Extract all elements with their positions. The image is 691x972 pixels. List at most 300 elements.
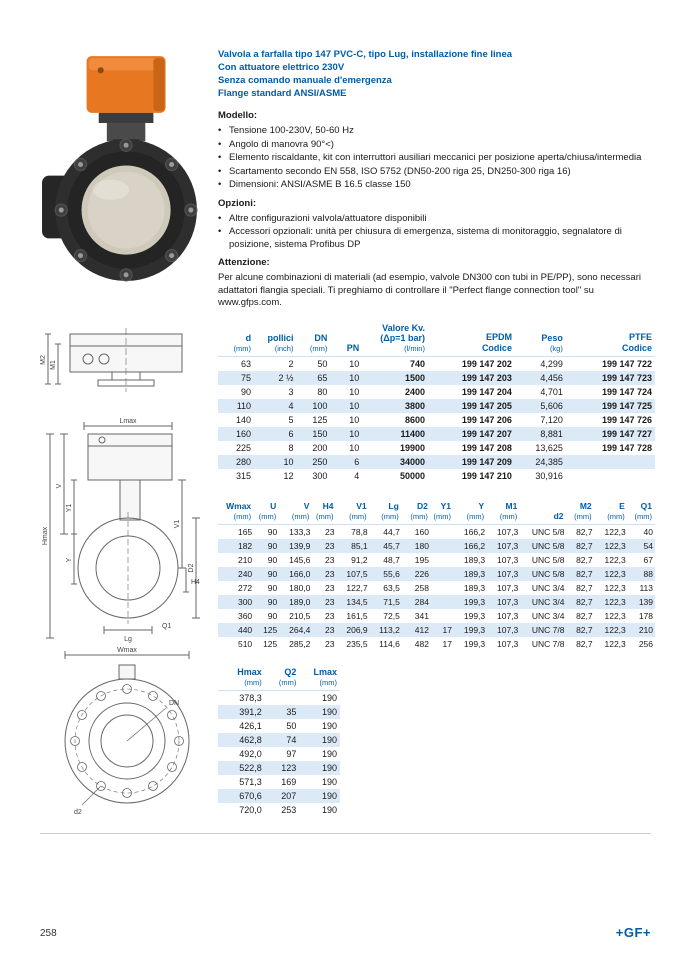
table-cell: 199 147 724 — [601, 386, 652, 397]
table-cell: 10 — [349, 358, 360, 369]
table-cell: 90 — [254, 567, 279, 581]
table-cell: 740 — [409, 358, 425, 369]
column-header: Y1 (mm) — [431, 501, 454, 525]
title-line-manual: Senza comando manuale d'emergenza — [218, 75, 392, 86]
column-header: Y (mm) — [454, 501, 487, 525]
table-cell: 13,625 — [535, 442, 563, 453]
table-cell: 139,9 — [279, 539, 312, 553]
bullet-dot: • — [218, 226, 222, 237]
table-cell: 23 — [325, 610, 335, 621]
table-cell: 195 — [414, 554, 429, 565]
table-cell: 165 — [237, 526, 253, 537]
table-cell — [566, 469, 655, 483]
table-cell: 63,5 — [383, 582, 400, 593]
table-row — [218, 441, 655, 455]
table-cell: 190 — [321, 776, 337, 787]
table-cell: 145,6 — [289, 554, 311, 565]
table-cell: 91,2 — [351, 554, 368, 565]
table-cell: 207 — [265, 789, 300, 803]
table-cell: 8,881 — [515, 427, 566, 441]
table-cell: 23 — [325, 526, 335, 537]
bullet-dot: • — [218, 125, 222, 136]
dim-label-v: V — [56, 483, 63, 489]
kv-code-table — [218, 323, 655, 484]
table-row — [218, 803, 340, 817]
table-cell: 1500 — [362, 371, 428, 385]
table-cell: 107,3 — [487, 595, 520, 609]
table-row — [218, 609, 655, 623]
table-cell: 189,0 — [279, 595, 312, 609]
table-cell: 55,6 — [370, 567, 402, 581]
table-cell: 180 — [402, 539, 431, 553]
table-cell: 11400 — [362, 427, 428, 441]
column-header: Valore Kv. (Δp=1 bar) (l/min) — [362, 323, 428, 357]
table-cell: UNC 7/8 — [531, 638, 565, 649]
table-cell: 199 147 210 — [461, 470, 512, 481]
table-cell: 10 — [349, 386, 360, 397]
table-cell: 113 — [639, 582, 653, 593]
table-cell — [265, 691, 300, 706]
table-cell: 2 — [288, 358, 294, 369]
table-cell: 391,2 — [218, 705, 265, 719]
table-cell: 199 147 722 — [601, 358, 652, 369]
table-cell: UNC 3/4 — [531, 610, 565, 621]
table-cell: 65 — [296, 371, 330, 385]
dim-label-dn: DN — [169, 700, 180, 707]
table-cell: 8600 — [404, 414, 425, 425]
table-cell: 10 — [349, 442, 360, 453]
title-block — [218, 48, 655, 100]
table-cell: 107,3 — [497, 638, 519, 649]
table-cell — [431, 595, 454, 609]
table-cell: 90 — [254, 539, 279, 553]
table-cell — [431, 567, 454, 581]
table-cell: 190 — [321, 804, 337, 815]
column-header: E (mm) — [595, 501, 628, 525]
table-cell: 125 — [312, 414, 328, 425]
bullet-text: Accessori opzionali: unità per chiusura di emergenza, sistema di monitoraggio, segnalatore di posizione, sistema Profibus DP — [229, 226, 622, 250]
column-header: D2 (mm) — [402, 501, 431, 525]
table-cell: 122,7 — [346, 582, 368, 593]
table-row — [218, 399, 655, 413]
modello-bullet-list — [218, 125, 655, 192]
table-cell: 35 — [265, 705, 300, 719]
bullet-item — [218, 226, 655, 251]
table-cell: 300 — [312, 470, 328, 481]
table-cell: 122,3 — [595, 595, 628, 609]
table-cell: 670,6 — [218, 789, 265, 803]
table-cell: 199 147 208 — [461, 442, 512, 453]
table-cell: 30,916 — [535, 470, 563, 481]
product-photo — [40, 46, 202, 284]
table-row — [218, 637, 655, 651]
table-cell: 225 — [236, 442, 252, 453]
table-row — [218, 469, 655, 483]
table-header-row — [218, 667, 340, 691]
table-cell: 125 — [263, 638, 278, 649]
table-cell: 426,1 — [239, 720, 262, 731]
table-cell: 189,3 — [454, 567, 487, 581]
table-cell: 140 — [236, 414, 252, 425]
table-cell: 82,7 — [576, 526, 593, 537]
table-row — [218, 427, 655, 441]
table-cell: 210 — [628, 623, 655, 637]
table-header-row — [218, 501, 655, 525]
table-cell: 240 — [218, 567, 254, 581]
table-cell: 122,3 — [604, 582, 626, 593]
table-cell: 82,7 — [567, 623, 595, 637]
table-cell: 75 — [218, 371, 254, 385]
dim-label-d2: D2 — [188, 563, 195, 573]
table-cell: 492,0 — [239, 748, 262, 759]
table-cell: 122,3 — [604, 554, 626, 565]
table-cell — [431, 539, 454, 553]
table-cell: 71,5 — [370, 595, 402, 609]
table-row — [218, 581, 655, 595]
table-cell: 107,3 — [497, 554, 519, 565]
table-cell: 67 — [643, 554, 653, 565]
table-cell: 97 — [286, 748, 297, 759]
table-cell: 160 — [414, 526, 429, 537]
table-cell: 3800 — [362, 399, 428, 413]
table-cell: 122,3 — [595, 567, 628, 581]
table-cell: 189,3 — [463, 554, 486, 565]
column-header: Hmax (mm) — [218, 667, 265, 691]
table-cell — [431, 553, 454, 567]
table-cell: 378,3 — [239, 692, 262, 703]
table-cell: 122,3 — [595, 539, 628, 553]
bullet-dot: • — [218, 138, 222, 150]
dim-label-v1: V1 — [174, 519, 181, 529]
table-cell: 315 — [236, 470, 252, 481]
bullet-item — [218, 213, 655, 226]
section-title-modello: Modello: — [218, 110, 258, 121]
dim-label-d2-flange: d2 — [74, 809, 82, 816]
table-cell: 48,7 — [383, 554, 400, 565]
table-cell: 133,3 — [289, 526, 311, 537]
gf-brand-logo: +GF+ — [615, 925, 651, 940]
page-title: Valvola a farfalla tipo 147 PVC-C, tipo Lug, installazione fine linea — [218, 49, 513, 60]
bullet-text: Scartamento secondo EN 558, ISO 5752 (DN50-200 riga 25, DN250-300 riga 16) — [229, 165, 571, 177]
table-cell: 23 — [312, 539, 336, 553]
table-cell: 199 147 727 — [566, 427, 655, 441]
table-cell: 72,5 — [383, 610, 400, 621]
opzioni-bullet-list — [218, 213, 655, 252]
table-cell: UNC 5/8 — [520, 567, 566, 581]
table-cell: 110 — [218, 399, 254, 413]
table-cell: 199 147 203 — [428, 371, 515, 385]
table-cell: 284 — [402, 595, 431, 609]
table-cell: 235,5 — [346, 638, 368, 649]
table-row — [218, 775, 340, 789]
table-cell: 206,9 — [337, 623, 370, 637]
table-cell: 190 — [321, 748, 337, 759]
bullet-item — [218, 179, 655, 192]
column-header: d (mm) — [218, 323, 254, 357]
table-cell: 23 — [325, 554, 335, 565]
table-cell: 10 — [254, 455, 296, 469]
table-cell: 178 — [638, 610, 653, 621]
table-cell: 90 — [254, 595, 279, 609]
table-cell: 300 — [218, 595, 254, 609]
bullet-text: Altre configurazioni valvola/attuatore disponibili — [229, 212, 427, 224]
dim-label-m2: M2 — [40, 355, 47, 365]
table-cell: 45,7 — [370, 539, 402, 553]
table-row — [218, 413, 655, 427]
table-cell: 258 — [414, 582, 429, 593]
table-cell: 82,7 — [567, 567, 595, 581]
table-cell: 3 — [288, 386, 294, 397]
column-header: PN — [330, 323, 362, 357]
table-cell: 6 — [330, 455, 362, 469]
table-cell: 199 147 202 — [461, 358, 512, 369]
table-cell: 10 — [330, 399, 362, 413]
table-cell: 571,3 — [239, 776, 262, 787]
bullet-dot: • — [218, 152, 222, 163]
table-cell: 161,5 — [346, 610, 368, 621]
table-cell: 10 — [330, 371, 362, 385]
table-cell: 166,2 — [463, 526, 486, 537]
table-cell: 90 — [241, 386, 252, 397]
table-cell: 4,701 — [540, 386, 563, 397]
table-cell: 90 — [267, 526, 278, 537]
table-cell: 462,8 — [218, 733, 265, 747]
table-cell: 180,0 — [289, 582, 311, 593]
table-cell: 199 147 728 — [601, 442, 652, 453]
table-cell: 23 — [325, 582, 335, 593]
table-cell: 7,120 — [540, 414, 563, 425]
table-cell: 122,3 — [604, 610, 626, 621]
bullet-text: Elemento riscaldante, kit con interruttori ausiliari meccanici per posizione aperta/chiusa/intermedia — [229, 152, 642, 163]
table-cell: 122,3 — [604, 526, 626, 537]
table-cell: 88 — [628, 567, 655, 581]
bullet-item — [218, 166, 655, 179]
table-cell: 125 — [254, 623, 279, 637]
table-cell: 190 — [299, 761, 340, 775]
table-cell: 199 147 205 — [428, 399, 515, 413]
column-header: Wmax (mm) — [218, 501, 254, 525]
table-cell — [431, 581, 454, 595]
dim-label-y: Y — [66, 557, 73, 563]
table-cell: 280 — [218, 455, 254, 469]
dim-label-m1: M1 — [50, 360, 57, 370]
table-cell: 107,3 — [497, 582, 519, 593]
technical-drawing-valve-side — [40, 416, 205, 649]
table-cell: 199 147 204 — [461, 386, 512, 397]
table-cell: 24,385 — [515, 455, 566, 469]
table-cell: 2 ½ — [254, 371, 296, 385]
bullet-text: Tensione 100-230V, 50-60 Hz — [229, 125, 354, 136]
table-row — [218, 747, 340, 761]
table-cell: 199 147 206 — [461, 414, 512, 425]
table-cell: 63 — [241, 358, 252, 369]
table-row — [218, 691, 340, 706]
table-cell: 10 — [330, 427, 362, 441]
table-cell: 107,3 — [487, 623, 520, 637]
table-cell: 80 — [317, 386, 328, 397]
table-row — [218, 567, 655, 581]
column-header: Peso (kg) — [515, 323, 566, 357]
table-row — [218, 595, 655, 609]
table-cell: 150 — [296, 427, 330, 441]
table-cell: 199,3 — [454, 623, 487, 637]
table-row — [218, 385, 655, 399]
butterfly-valve-with-actuator-image — [40, 46, 202, 284]
column-header: M1 (mm) — [487, 501, 520, 525]
table-cell: 199 147 209 — [428, 455, 515, 469]
column-header: d2 — [520, 501, 566, 525]
table-cell: 139 — [628, 595, 655, 609]
column-header: EPDM Codice — [428, 323, 515, 357]
page-number: 258 — [40, 928, 57, 939]
table-cell: 90 — [267, 610, 278, 621]
table-row — [218, 357, 655, 372]
table-cell: 50000 — [399, 470, 425, 481]
footer-divider — [40, 833, 651, 834]
table-cell: 40 — [643, 526, 653, 537]
table-cell: 44,7 — [383, 526, 400, 537]
table-row — [218, 733, 340, 747]
table-cell: 190 — [299, 705, 340, 719]
table-cell: 182 — [218, 539, 254, 553]
table-cell: 6 — [254, 427, 296, 441]
table-cell: 285,2 — [289, 638, 311, 649]
table-cell: UNC 3/4 — [520, 595, 566, 609]
table-cell: 250 — [296, 455, 330, 469]
table-cell: 4 — [254, 399, 296, 413]
content-column — [218, 48, 655, 817]
table-cell: 100 — [296, 399, 330, 413]
technical-drawing-flange-front — [42, 645, 207, 825]
table-cell: 190 — [321, 692, 337, 703]
table-cell: UNC 5/8 — [520, 539, 566, 553]
column-header: Q2 (mm) — [265, 667, 300, 691]
table-cell: 10 — [349, 414, 360, 425]
table-cell: 123 — [265, 761, 300, 775]
dim-label-lmax: Lmax — [119, 418, 137, 425]
table-cell: 720,0 — [239, 804, 262, 815]
table-header-row — [218, 323, 655, 357]
table-cell: 199,3 — [463, 610, 486, 621]
table-cell: 210 — [237, 554, 253, 565]
table-row — [218, 789, 340, 803]
bullet-item — [218, 152, 655, 165]
table-cell: 412 — [402, 623, 431, 637]
table-cell: 23 — [312, 567, 336, 581]
table-row — [218, 719, 340, 733]
table-cell: 78,8 — [351, 526, 368, 537]
table-cell: UNC 3/4 — [531, 582, 565, 593]
hmax-table — [218, 667, 340, 817]
section-title-attenzione: Attenzione: — [218, 257, 270, 268]
table-cell: 160 — [218, 427, 254, 441]
table-cell: 90 — [267, 554, 278, 565]
table-cell: 341 — [414, 610, 429, 621]
table-cell: 253 — [281, 804, 297, 815]
table-cell: 34000 — [362, 455, 428, 469]
table-cell: 90 — [267, 582, 278, 593]
table-cell: UNC 5/8 — [531, 526, 565, 537]
column-header: H4 (mm) — [312, 501, 336, 525]
column-header: U (mm) — [254, 501, 279, 525]
bullet-item — [218, 139, 655, 152]
table-cell: 50 — [286, 720, 297, 731]
table-cell: 199,3 — [454, 595, 487, 609]
table-cell: 264,4 — [279, 623, 312, 637]
table-cell: 200 — [312, 442, 328, 453]
dim-label-lg: Lg — [124, 636, 132, 643]
dim-label-hmax: Hmax — [42, 526, 49, 546]
table-cell: 482 — [414, 638, 429, 649]
column-header: V1 (mm) — [337, 501, 370, 525]
column-header: M2 (mm) — [567, 501, 595, 525]
technical-drawing-actuator-front — [40, 322, 200, 412]
bullet-dot: • — [218, 165, 222, 177]
table-cell: 122,3 — [595, 623, 628, 637]
table-cell: 5 — [288, 414, 294, 425]
column-header: pollici (inch) — [254, 323, 296, 357]
table-cell: 199 147 207 — [428, 427, 515, 441]
column-header: Lmax (mm) — [299, 667, 340, 691]
table-cell: 113,2 — [370, 623, 402, 637]
title-line-flange: Flange standard ANSI/ASME — [218, 88, 347, 99]
dim-label-y1: Y1 — [66, 503, 73, 513]
dimensions-table — [218, 501, 655, 651]
table-cell: 4,299 — [540, 358, 563, 369]
column-header: Lg (mm) — [370, 501, 402, 525]
bullet-text: Angolo di manovra 90°<) — [229, 138, 334, 150]
table-cell: 23 — [312, 623, 336, 637]
table-cell: 4,456 — [515, 371, 566, 385]
table-cell — [566, 455, 655, 469]
table-cell: 85,1 — [337, 539, 370, 553]
table-cell: 134,5 — [337, 595, 370, 609]
table-cell: 199,3 — [463, 638, 486, 649]
table-cell: 50 — [317, 358, 328, 369]
table-cell: 199 147 725 — [566, 399, 655, 413]
table-cell: 522,8 — [218, 761, 265, 775]
column-header: DN (mm) — [296, 323, 330, 357]
table-row — [218, 539, 655, 553]
table-cell: UNC 5/8 — [531, 554, 565, 565]
table-cell: 256 — [638, 638, 653, 649]
title-line-actuator: Con attuatore elettrico 230V — [218, 62, 345, 73]
table-cell: 54 — [628, 539, 655, 553]
table-row — [218, 455, 655, 469]
table-cell: 360 — [237, 610, 253, 621]
dim-label-wmax: Wmax — [117, 647, 137, 654]
table-row — [218, 525, 655, 540]
table-cell: 12 — [283, 470, 294, 481]
table-cell: 440 — [218, 623, 254, 637]
table-cell: 82,7 — [576, 610, 593, 621]
table-cell: 82,7 — [567, 539, 595, 553]
table-cell: 166,2 — [454, 539, 487, 553]
table-row — [218, 623, 655, 637]
table-cell: 23 — [325, 638, 335, 649]
table-cell: 17 — [442, 638, 453, 649]
table-row — [218, 705, 340, 719]
table-cell: UNC 7/8 — [520, 623, 566, 637]
bullet-dot: • — [218, 212, 222, 224]
bullet-text: Dimensioni: ANSI/ASME B 16.5 classe 150 — [229, 179, 411, 190]
dim-label-q1: Q1 — [162, 623, 172, 630]
table-cell: 210,5 — [289, 610, 311, 621]
table-cell: 74 — [265, 733, 300, 747]
table-cell: 82,7 — [567, 595, 595, 609]
bullet-item — [218, 125, 655, 138]
table-row — [218, 371, 655, 385]
